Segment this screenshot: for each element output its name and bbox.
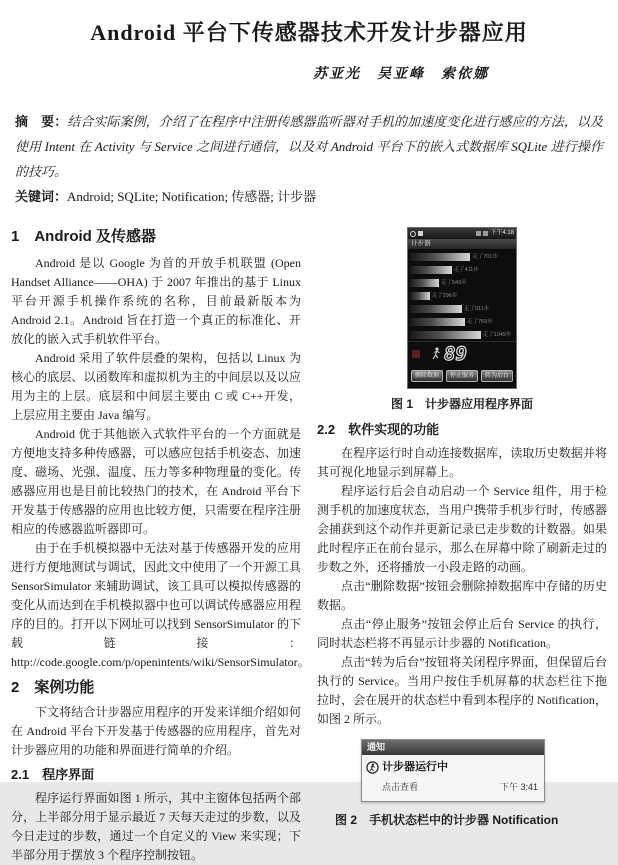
to-background-button-depicted: 转为后台 [481, 370, 513, 382]
phone-clock: 下午4:18 [490, 230, 514, 236]
paragraph: 在程序运行时自动连接数据库，读取历史数据并将其可视化地显示到屏幕上。 [317, 446, 607, 479]
step-bar-label: 走了1049步 [482, 331, 512, 338]
notification-title: 计步器运行中 [382, 761, 448, 773]
two-column-body [11, 223, 607, 865]
step-bar [410, 318, 465, 326]
steps-bar-chart [408, 249, 516, 341]
notification-body [362, 755, 544, 801]
phone-app-title: 计步器 [408, 239, 516, 249]
figure1-caption: 图 1 计步器应用程序界面 [390, 397, 533, 411]
step-bar-label: 走了296步 [431, 292, 458, 299]
paragraph: 程序运行后会自动启动一个 Service 组件，用于检测手机的加速度状态，当用户携带手机步行时，传感器会捕获到这个动作并更新记录已走步数的计数器。如果此时程序正在前台显示，那么在屏幕中除了刷新走过的步数之外，还将播放一小段走路的动画。 [317, 484, 607, 574]
figure-2 [317, 739, 607, 828]
notification-sub-row [366, 778, 538, 797]
abstract-label: 摘 要： [15, 114, 68, 129]
battery-icon [483, 231, 488, 236]
figure2-notification-panel [361, 739, 545, 802]
paragraph: 点击“删除数据”按钮会删除掉数据库中存储的历史数据。 [317, 579, 607, 612]
notification-subtitle: 点击查看 [382, 782, 419, 792]
paragraph: 下文将结合计步器应用程序的开发来详细介绍如何在 Android 平台下开发基于传感器的应用程序，首先对计步器应用的功能和界面进行简单的介绍。 [11, 705, 301, 757]
walking-person-icon [431, 347, 441, 361]
paragraph: Android 采用了软件层叠的架构，包括以 Linux 为核心的底层、以函数库和虚拟机为主的中间层以及以应用为主的上层。底层和中间层主要由 C 或 C++开发，上层应用主要由 Java 编写。 [11, 351, 301, 422]
keywords [15, 184, 603, 209]
walk-animation-square [412, 350, 420, 358]
paragraph: 程序运行界面如图 1 所示，其中主窗体包括两个部分，上半部分用于显示最近 7 天每天走过的步数，以及今日走过的步数，通过一个自定义的 View 来实现；下半部分用于摆放 3 个程序控制按钮。 [11, 791, 301, 862]
paper-title: Android 平台下传感器技术开发计步器应用 [90, 20, 528, 45]
step-bar-label: 走了911步 [464, 305, 490, 312]
bar-row [410, 279, 514, 287]
stop-service-button-depicted: 停止服务 [446, 370, 478, 382]
step-bar [410, 292, 430, 300]
bar-row [410, 331, 514, 339]
paragraph-with-url: 由于在手机模拟器中无法对基于传感器开发的应用进行方便地测试与调试，因此文中使用了一个开源工具 SensorSimulator 来辅助调试，该工具可以模拟传感器的变化从而达到在手机模拟器中也可以调试传感器应用程序的目的。打开以下网址可以找到 SensorSimulator 的下载链接：http://code.google.com/p/openintents/wiki/SensorSimulator。 [11, 541, 310, 669]
right-column [317, 223, 607, 865]
step-bar-label: 走了769步 [467, 318, 493, 325]
authors: 苏亚光 吴亚峰 索依娜 [313, 67, 489, 82]
paragraph: Android 是以 Google 为首的开放手机联盟 (Open Handset Alliance——OHA) 于 2007 年推出的基于 Linux 平台开源手机操作系统的名称，目前最新版本为 Android 2.1。Android 旨在打造一个真正的标准化、开放化的嵌入式手机软件平台。 [11, 256, 301, 346]
figure-1 [317, 227, 607, 412]
phone-status-bar [408, 228, 516, 239]
section-1-heading: 1 Android 及传感器 [11, 228, 156, 245]
step-bar [410, 331, 481, 339]
paragraph: 点击“停止服务”按钮会停止后台 Service 的执行，同时状态栏将不再显示计步器的 Notification。 [317, 617, 607, 650]
section-2-heading: 2 案例功能 [11, 679, 95, 696]
keywords-text: Android; SQLite; Notification; 传感器; 计步器 [67, 189, 317, 204]
left-column [11, 223, 310, 865]
figure2-caption: 图 2 手机状态栏中的计步器 Notification [335, 813, 559, 827]
figure1-phone-screenshot [407, 227, 517, 389]
step-bar-label: 走了701步 [472, 253, 498, 260]
today-steps-count: 89 [444, 343, 467, 365]
abstract [15, 109, 603, 184]
step-bar-label: 走了549步 [441, 279, 467, 286]
pedometer-walker-icon [410, 231, 416, 237]
step-counter-area [408, 341, 516, 366]
bar-row [410, 292, 514, 300]
notification-title-row [366, 758, 538, 777]
delete-data-button-depicted: 删除数据 [411, 370, 443, 382]
abstract-text: 结合实际案例，介绍了在程序中注册传感器监听器对手机的加速度变化进行感应的方法，以及使用 Intent 在 Activity 与 Service 之间进行通信，以及对 Android 平台下的嵌入式数据库 SQLite 进行操作的技巧。 [15, 114, 603, 179]
step-bar-label: 走了411步 [453, 266, 479, 273]
phone-button-row [408, 366, 516, 388]
notification-icon [418, 231, 423, 236]
notification-time: 下午 3:41 [499, 782, 538, 792]
paragraph: Android 优于其他嵌入式软件平台的一个方面就是方便地支持多种传感器，可以感应包括手机姿态、加速度、磁场、光强、温度、压力等多种物理量的变化。传感器应用也是目前比较热门的技术，在 Android 平台下开发基于传感器的应用也比较方便，只需要在程序注册相应的传感器监听器即可。 [11, 427, 301, 536]
walker-circle-icon [366, 761, 379, 774]
section-2-1-heading: 2.1 程序界面 [11, 767, 95, 782]
bar-row [410, 305, 514, 313]
paragraph: 点击“转为后台”按钮将关闭程序界面，但保留后台执行的 Service。当用户按住手机屏幕的状态栏往下拖拉时，会在展开的状态栏中看到本程序的 Notification，如图 2 所示。 [317, 655, 607, 726]
keywords-label: 关键词： [15, 189, 68, 204]
section-2-2-heading: 2.2 软件实现的功能 [317, 422, 440, 437]
notification-panel-header: 通知 [362, 740, 544, 755]
signal-icon [476, 231, 481, 236]
step-bar [410, 305, 462, 313]
